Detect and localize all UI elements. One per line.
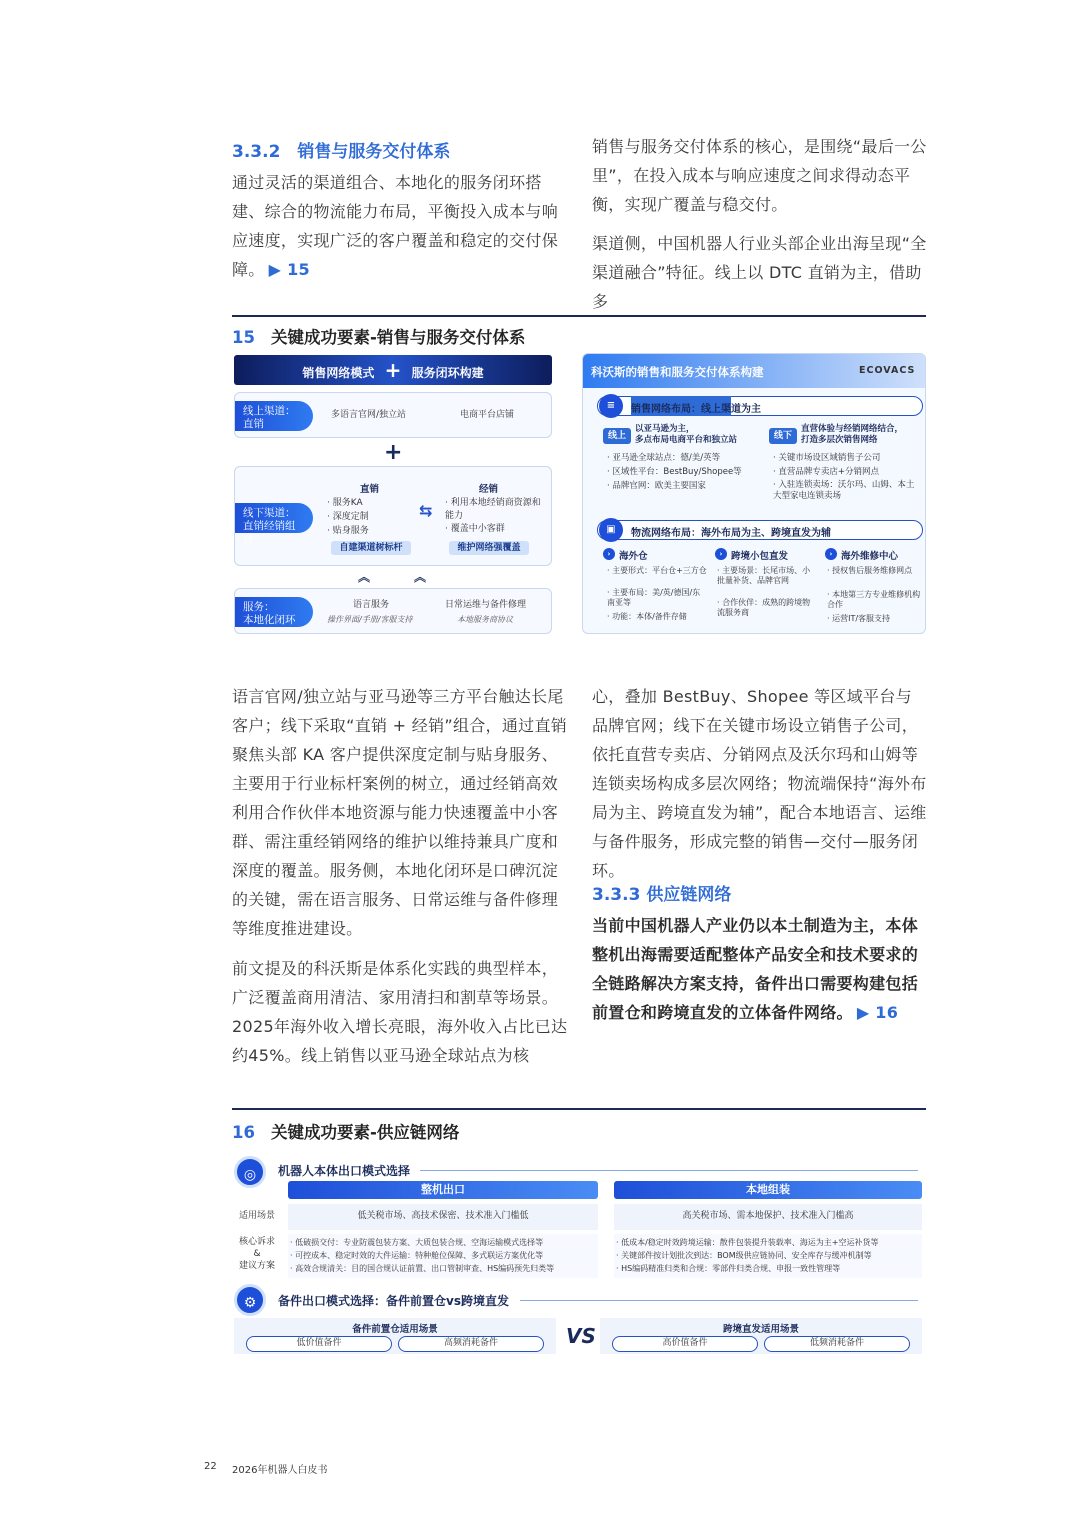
- online-item-2: · 品牌官网：欧美主要国家: [607, 481, 706, 491]
- banner-service-loop: 服务闭环构建: [411, 366, 484, 380]
- local-assembly-header: 本地组装: [614, 1181, 922, 1199]
- cross-border-head: 跨境小包直发: [731, 551, 789, 562]
- direct-sales-head: 直销: [360, 484, 380, 495]
- figure-16-number: 16: [232, 1123, 255, 1142]
- channel-plus-icon: +: [384, 440, 403, 465]
- section-heading-3-3-3: 3.3.3 供应链网络: [592, 885, 732, 905]
- banner-sales-network: 销售网络模式: [302, 366, 375, 380]
- row-demand-b-2: · HS编码精准归类和合规：零部件归类合规、申报一致性管理等: [616, 1264, 841, 1273]
- high-value-parts-pill: 高价值备件: [612, 1336, 758, 1352]
- c2-item-1: · 合作伙伴：成熟的跨境物流服务商: [717, 598, 811, 617]
- c2-item-0: · 主要场景：长尾市场、小批量补货、品牌官网: [717, 566, 811, 585]
- online-tag: 线上: [603, 428, 631, 444]
- right-paragraph-2: 渠道侧，中国机器人行业头部企业出海呈现“全渠道融合”特征。线上以 DTC 直销为主，借助多: [592, 234, 927, 311]
- page-number: 22: [204, 1461, 217, 1472]
- figure-ref-16[interactable]: ▶ 16: [856, 1003, 899, 1022]
- row-demand-b-0: · 低成本/稳定时效跨境运输：散件包装提升装载率、海运为主+空运补货等: [616, 1238, 879, 1247]
- row-scenario-b: 高关税市场、需本地保护、技术准入门槛高: [682, 1211, 854, 1221]
- high-freq-parts-pill: 高频消耗备件: [398, 1336, 544, 1352]
- cross-border-direct-head: 跨境直发适用场景: [722, 1324, 799, 1335]
- supply-chain-bold-paragraph: [592, 911, 928, 1027]
- logistics-layout-title: 物流网络布局：海外布局为主、跨境直发为辅: [631, 528, 831, 539]
- robot-export-title: 机器人本体出口模式选择: [278, 1164, 411, 1178]
- book-title: 2026年机器人白皮书: [232, 1465, 328, 1476]
- service-language: 语言服务: [353, 600, 390, 610]
- offline-item-1: · 直营品牌专卖店+分销网点: [773, 467, 880, 477]
- ecovacs-header-title: 科沃斯的销售和服务交付体系构建: [591, 365, 764, 379]
- whole-export-header: 整机出口: [288, 1181, 598, 1199]
- distribution-head: 经销: [479, 484, 499, 495]
- c3-item-0: · 授权售后服务维修网点: [827, 566, 913, 575]
- mid-right-paragraph: 心，叠加 BestBuy、Shopee 等区域平台与品牌官网；线下在关键市场设立销售子公司，依托直营专卖店、分销网点及沃尔玛和山姆等连锁卖场构成多层次网络；物流端保持“海外布局为主、跨境直发为辅”，配合本地语言、运维与备件服务，形成完整的销售—交付—服务闭环。: [592, 687, 927, 880]
- ecovacs-logo: ECOVACS: [859, 365, 916, 376]
- c1-item-2: · 功能：本体/备件存储: [607, 612, 687, 621]
- direct-item-0: · 服务KA: [327, 498, 363, 508]
- service-maintenance: 日常运维与备件修理: [445, 600, 527, 610]
- sales-service-banner: [234, 355, 552, 385]
- left-paragraph-1: [232, 168, 568, 284]
- front-warehouse-head: 备件前置仓适用场景: [352, 1324, 438, 1335]
- versus-icon: VS: [566, 1324, 596, 1348]
- banner-plus-icon: +: [384, 358, 402, 382]
- figure-15-title-text: 关键成功要素-销售与服务交付体系: [270, 328, 526, 347]
- service-language-sub: 操作界面/手册/客服支持: [327, 615, 413, 624]
- left-paragraph-1-text: 通过灵活的渠道组合、本地化的服务闭环搭建、综合的物流能力布局，平衡投入成本与响应速度，实现广泛的客户覆盖和稳定的交付保障。: [232, 173, 559, 279]
- spare-parts-title: 备件出口模式选择：备件前置仓vs跨境直发: [278, 1294, 509, 1308]
- spare-parts-icon: ⚙: [234, 1284, 266, 1316]
- row-demand-a-0: · 低破损交付：专业防震包装方案、大质包装合规、空海运输模式选择等: [290, 1238, 544, 1247]
- row-demand-a-1: · 可控成本、稳定时效的大件运输：特种舱位保障、多式联运方案优化等: [290, 1251, 544, 1260]
- logistics-truck-icon: ▣: [599, 518, 623, 542]
- service-pill: 服务： 本地化闭环: [235, 597, 313, 627]
- row-demand-label: 核心诉求 & 建议方案: [238, 1237, 275, 1271]
- mid-left-paragraph-2: 前文提及的科沃斯是体系化实践的典型样本，广泛覆盖商用清洁、家用清扫和割草等场景。2025年海外收入增长亮眼，海外收入占比已达约45%。线上销售以亚马逊全球站点为核: [232, 959, 568, 1065]
- direct-item-1: · 深度定制: [327, 512, 369, 522]
- distribution-tag: 维护网络强覆盖: [449, 541, 529, 555]
- online-item-1: · 区域性平台：BestBuy/Shopee等: [607, 467, 742, 477]
- direct-item-2: · 贴身服务: [327, 526, 369, 536]
- mid-left-paragraph-1: 语言官网/独立站与亚马逊等三方平台触达长尾客户；线下采取“直销 + 经销”组合，通过直销聚焦头部 KA 客户提供深度定制与贴身服务、主要用于行业标杆案例的树立，通过经销高效利用合作伙伴本地资源与能力快速覆盖中小客群、需注重经销网络的维护以维持兼具广度和深度的覆盖。服务侧，本地化闭环是口碑沉淀的关键，需在语言服务、日常运维与备件修理等维度推进建设。: [232, 687, 568, 938]
- figure-15-rule: [232, 315, 926, 317]
- service-box: [234, 588, 552, 634]
- figure-16-title: [232, 1119, 459, 1143]
- robot-export-icon: ◎: [234, 1156, 266, 1188]
- repair-center-head: 海外维修中心: [841, 551, 899, 562]
- c3-item-2: · 运营IT/客服支持: [827, 614, 891, 623]
- service-maintenance-sub: 本地服务商协议: [457, 615, 513, 624]
- overseas-warehouse-head: 海外仓: [619, 551, 648, 562]
- online-channel-box: [234, 392, 552, 438]
- c1-item-0: · 主要形式：平台仓+三方仓: [607, 566, 707, 575]
- figure-15-number: 15: [232, 328, 255, 347]
- online-ecommerce-store: 电商平台店铺: [460, 410, 515, 420]
- ecovacs-panel: [582, 353, 926, 634]
- up-arrow-icon-1: ︽: [358, 570, 371, 584]
- online-item-0: · 亚马逊全球站点：德/美/英等: [607, 453, 721, 463]
- low-value-parts-pill: 低价值备件: [246, 1336, 392, 1352]
- online-official-site: 多语言官网/独立站: [331, 410, 407, 420]
- c3-item-1: · 本地第三方专业维修机构合作: [827, 590, 921, 609]
- low-freq-parts-pill: 低频消耗备件: [764, 1336, 910, 1352]
- dist-item-1: · 覆盖中小客群: [445, 524, 505, 534]
- supply-chain-bold-text: 当前中国机器人产业仍以本土制造为主，本体整机出海需要适配整体产品安全和技术要求的全链路解决方案支持，备件出口需要构建包括前置仓和跨境直发的立体备件网络。: [592, 916, 919, 1022]
- row-scenario-label: 适用场景: [238, 1211, 275, 1221]
- row-demand-a-2: · 高效合规清关：目的国合规认证前置、出口管制审查、HS编码预先归类等: [290, 1264, 555, 1273]
- sales-network-icon: ≡: [599, 394, 623, 418]
- figure-15-title: [232, 324, 525, 348]
- offline-item-0: · 关键市场设区域销售子公司: [773, 453, 881, 463]
- figure-ref-15[interactable]: ▶ 15: [268, 260, 310, 279]
- up-arrow-icon-2: ︽: [414, 570, 427, 584]
- offline-channel-box: [234, 466, 552, 566]
- offline-channel-pill: 线下渠道： 直销经销组合: [235, 503, 313, 533]
- direct-tag: 自建渠道树标杆: [331, 541, 411, 555]
- figure-16-rule: [232, 1108, 926, 1110]
- offline-tag: 线下: [769, 428, 797, 444]
- cross-border-icon: ›: [715, 548, 727, 560]
- overseas-warehouse-icon: ›: [603, 548, 615, 560]
- offline-head: 直营体验与经销网络结合， 打造多层次销售网络: [801, 424, 904, 445]
- c1-item-1: · 主要布局：美/英/德国/东南亚等: [607, 588, 701, 607]
- row-demand-b-1: · 关键部件按计划批次到达：BOM级供应链协同、安全库存与缓冲机制等: [616, 1251, 872, 1260]
- spare-parts-line: [520, 1300, 918, 1301]
- dist-item-0: · 利用本地经销商资源和能力: [445, 498, 541, 521]
- robot-export-line: [420, 1170, 918, 1171]
- repair-center-icon: ›: [825, 548, 837, 560]
- swap-arrows-icon: ⇆: [419, 501, 433, 520]
- right-paragraph-1: 销售与服务交付体系的核心，是围绕“最后一公里”，在投入成本与响应速度之间求得动态平衡，实现广覆盖与稳交付。: [592, 137, 927, 214]
- offline-item-2: · 入驻连锁卖场：沃尔玛、山姆、本土大型家电连锁卖场: [773, 480, 915, 501]
- sales-layout-title: 销售网络布局：线上渠道为主: [631, 404, 761, 415]
- figure-16-title-text: 关键成功要素-供应链网络: [270, 1123, 460, 1142]
- section-heading-3-3-2: 3.3.2 销售与服务交付体系: [232, 142, 451, 162]
- row-scenario-a: 低关税市场、高技术保密、技术准入门槛低: [357, 1211, 529, 1221]
- online-head: 以亚马逊为主， 多点布局电商平台和独立站: [635, 424, 738, 445]
- online-channel-pill: 线上渠道： 直销: [235, 401, 313, 431]
